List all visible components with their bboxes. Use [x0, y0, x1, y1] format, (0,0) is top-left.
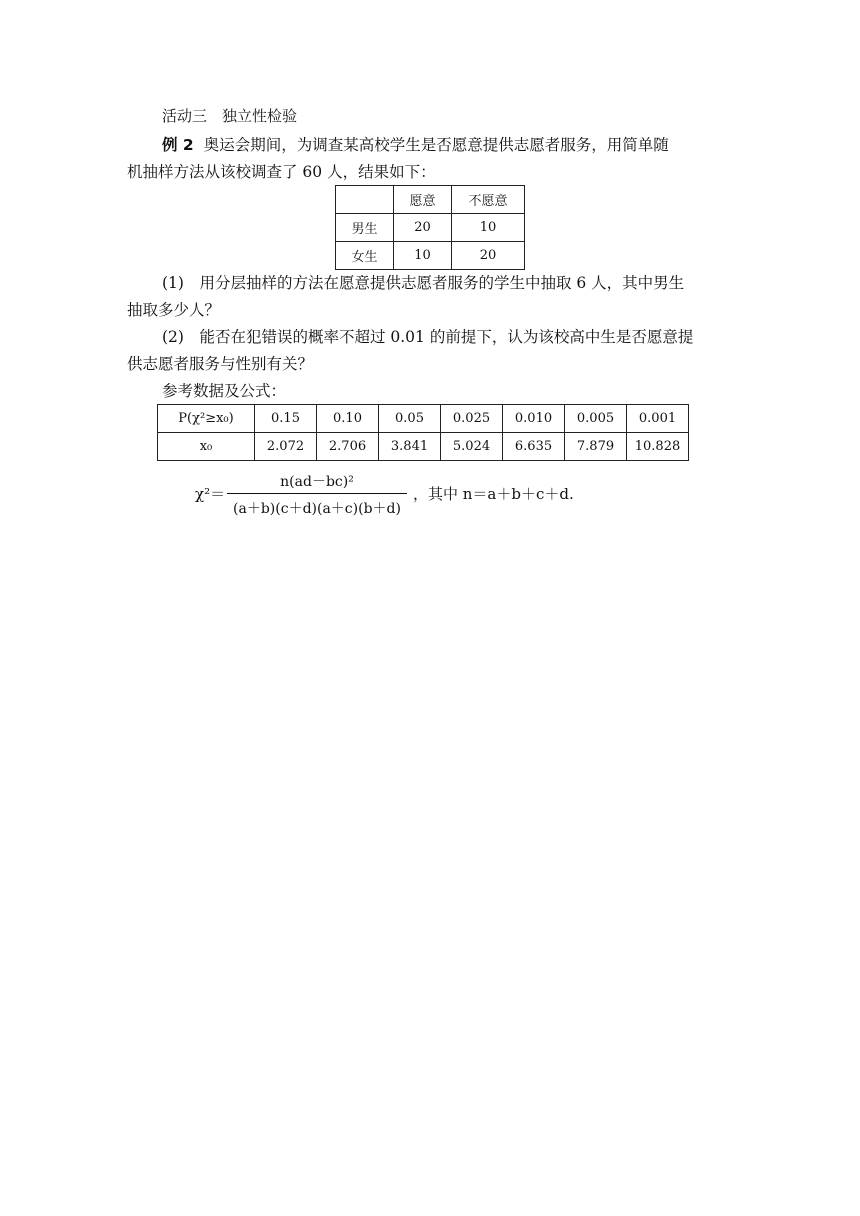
survey-table: [335, 185, 525, 270]
table-cell: 20: [394, 214, 452, 242]
example-text-1: 奥运会期间，为调查某高校学生是否愿意提供志愿者服务，用简单随: [203, 136, 669, 154]
table-row: [158, 405, 689, 433]
table-cell: 0.10: [317, 405, 379, 433]
formula-denominator: (a＋b)(c＋d)(a＋c)(b＋d): [233, 501, 401, 517]
table-cell: 0.001: [627, 405, 689, 433]
table-cell: 10.828: [627, 433, 689, 461]
table-row-label: x₀: [158, 433, 255, 461]
section-title: 活动三 独立性检验: [162, 107, 298, 125]
example-line-1: [162, 134, 669, 156]
table-cell: 0.05: [379, 405, 441, 433]
table-cell: 7.879: [565, 433, 627, 461]
table-cell: 5.024: [441, 433, 503, 461]
table-cell: 20: [452, 242, 525, 270]
table-cell: [336, 186, 394, 214]
table-row: [336, 186, 525, 214]
table-cell: 6.635: [503, 433, 565, 461]
table-cell: 2.072: [255, 433, 317, 461]
critical-value-table: [157, 404, 689, 461]
question-1-line-2: 抽取多少人？: [127, 301, 221, 319]
table-cell: 0.010: [503, 405, 565, 433]
formula-tail: ，其中 n＝a＋b＋c＋d.: [413, 485, 574, 503]
table-cell: 3.841: [379, 433, 441, 461]
fraction-bar: [227, 493, 407, 494]
question-1-line-1: (1) 用分层抽样的方法在愿意提供志愿者服务的学生中抽取 6 人，其中男生: [162, 274, 685, 292]
reference-label: 参考数据及公式：: [162, 382, 287, 400]
table-cell: 10: [394, 242, 452, 270]
formula-numerator: n(ad－bc)²: [280, 474, 354, 490]
table-row-label: P(χ²≥x₀): [158, 405, 255, 433]
chi-square-formula: [195, 468, 655, 528]
table-cell: 0.005: [565, 405, 627, 433]
table-cell: 10: [452, 214, 525, 242]
question-2-line-1: (2) 能否在犯错误的概率不超过 0.01 的前提下，认为该校高中生是否愿意提: [162, 328, 694, 346]
table-cell: 0.15: [255, 405, 317, 433]
table-row: [336, 242, 525, 270]
formula-lhs: χ²＝: [195, 485, 226, 503]
question-2-line-2: 供志愿者服务与性别有关？: [127, 355, 314, 373]
table-cell: 2.706: [317, 433, 379, 461]
table-header-cell: 愿意: [394, 186, 452, 214]
example-label: 例 2: [162, 136, 194, 154]
table-row-label: 男生: [336, 214, 394, 242]
table-cell: 0.025: [441, 405, 503, 433]
table-row-label: 女生: [336, 242, 394, 270]
table-row: [158, 433, 689, 461]
table-header-cell: 不愿意: [452, 186, 525, 214]
example-line-2: 机抽样方法从该校调查了 60 人，结果如下：: [127, 163, 436, 181]
table-row: [336, 214, 525, 242]
